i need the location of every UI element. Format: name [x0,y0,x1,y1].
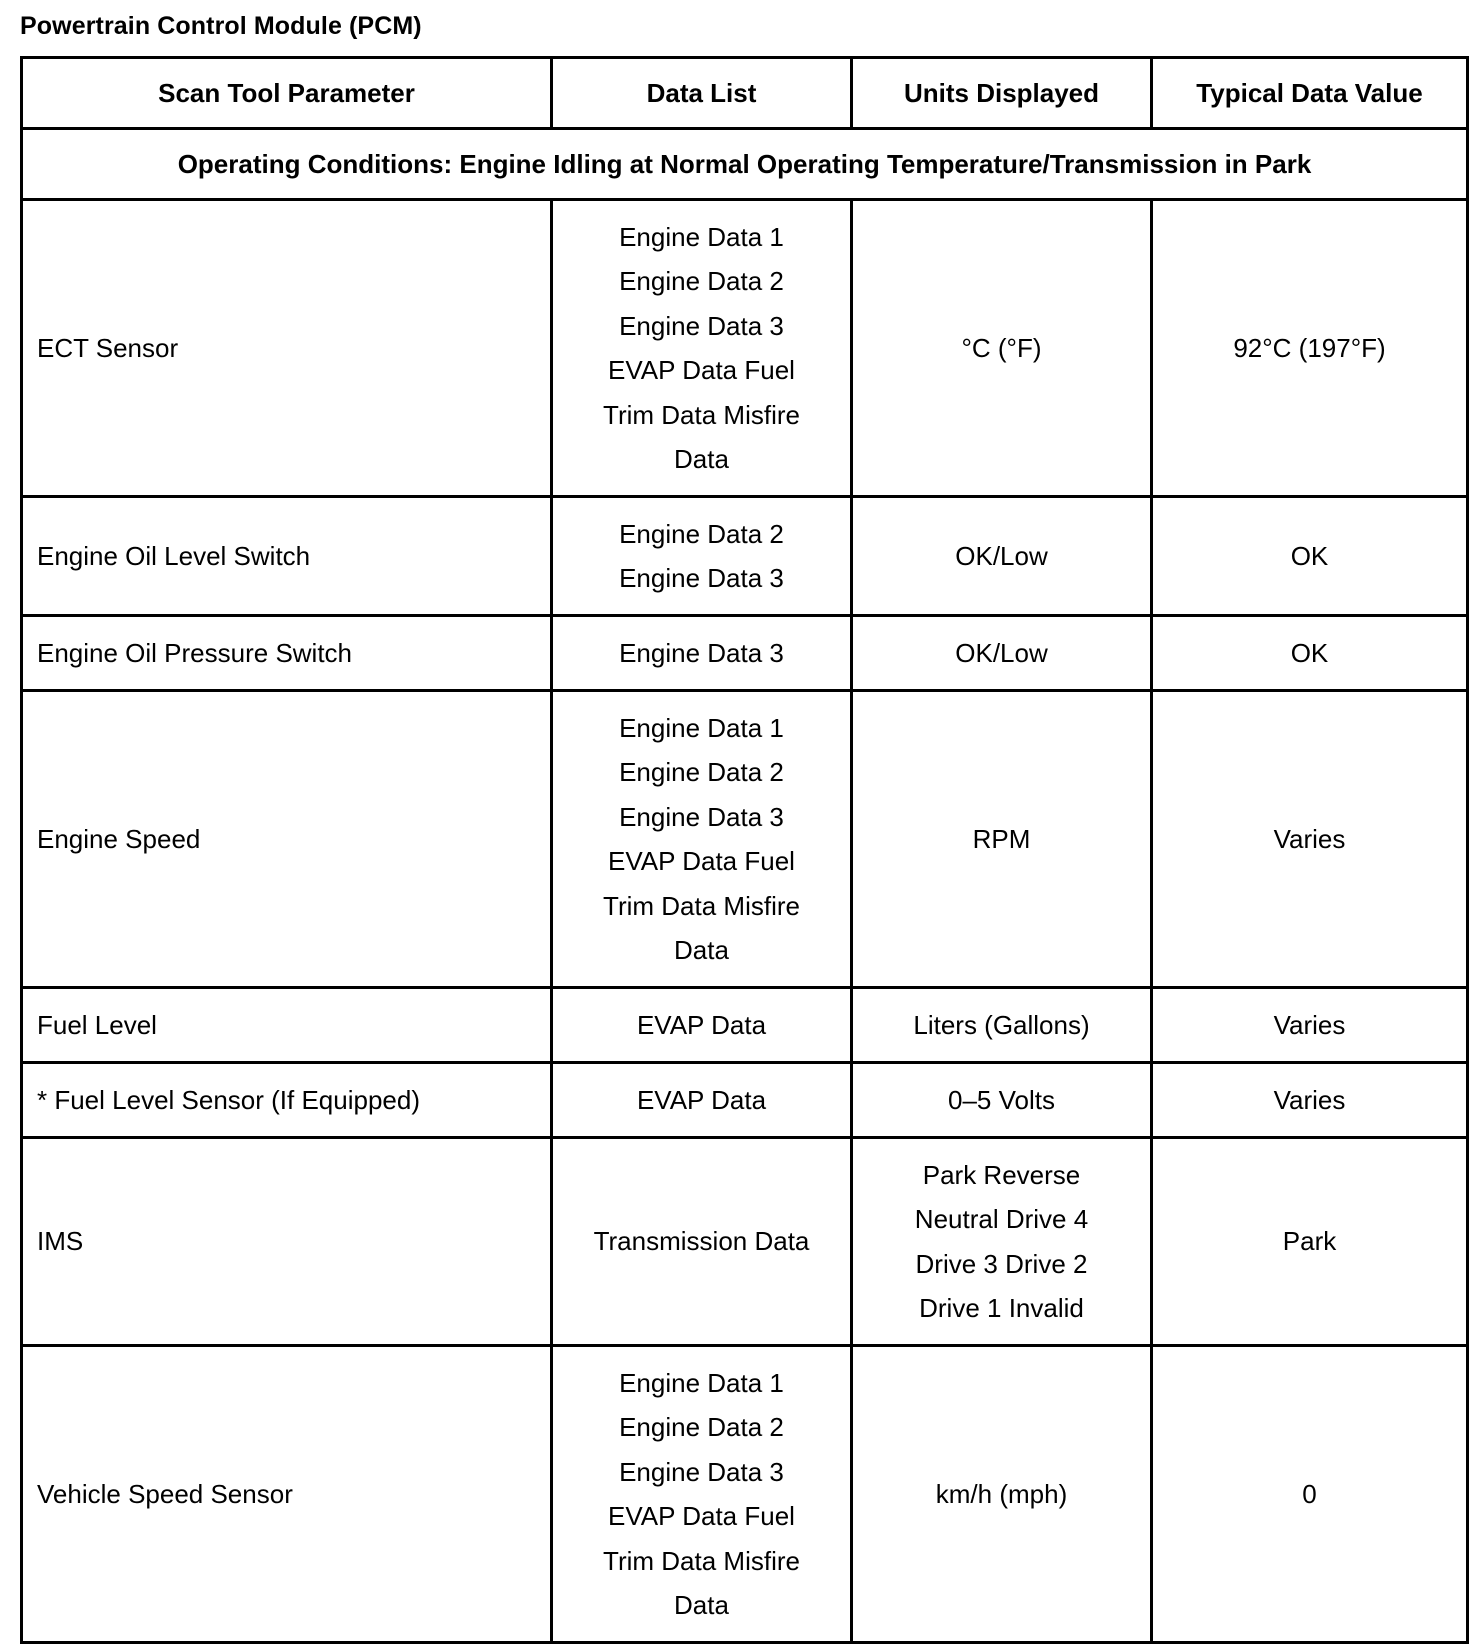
operating-conditions: Operating Conditions: Engine Idling at Normal Operating Temperature/Transmission in Park [22,129,1468,200]
table-row [22,616,1468,691]
typical-value-cell: 92°C (197°F) [1152,200,1468,497]
units-text: Park Reverse Neutral Drive 4 Drive 3 Drive 2 Drive 1 Invalid [914,1159,1089,1323]
units-cell: 0–5 Volts [852,1063,1152,1138]
units-cell: °C (°F) [852,200,1152,497]
parameter-cell: ECT Sensor [22,200,552,497]
units-cell: km/h (mph) [852,1346,1152,1643]
parameter-cell: Vehicle Speed Sensor [22,1346,552,1643]
typical-value-cell: Varies [1152,988,1468,1063]
data-list-cell [552,691,852,988]
data-list-text: Engine Data 2 Engine Data 3 [619,518,784,593]
data-list-text: Engine Data 1 Engine Data 2 Engine Data 3 EVAP Data Fuel Trim Data Misfire Data [603,221,800,474]
typical-value-cell: OK [1152,616,1468,691]
table-row [22,691,1468,988]
parameter-cell: Engine Oil Pressure Switch [22,616,552,691]
parameter-cell: Fuel Level [22,988,552,1063]
parameter-cell: Engine Speed [22,691,552,988]
data-list-cell [552,497,852,616]
data-list-cell [552,1346,852,1643]
units-cell: OK/Low [852,497,1152,616]
typical-value-cell: Varies [1152,691,1468,988]
data-list-text: Transmission Data [593,1226,810,1257]
data-list-cell [552,1138,852,1346]
table-row [22,1063,1468,1138]
table-header-row [22,58,1468,129]
units-cell: OK/Low [852,616,1152,691]
parameter-cell: Engine Oil Level Switch [22,497,552,616]
data-list-cell [552,988,852,1063]
table-row [22,1346,1468,1643]
pcm-data-table [20,56,1469,1644]
operating-conditions-row [22,129,1468,200]
data-list-cell [552,616,852,691]
parameter-cell: IMS [22,1138,552,1346]
units-cell [852,1138,1152,1346]
units-cell: Liters (Gallons) [852,988,1152,1063]
typical-value-cell: Park [1152,1138,1468,1346]
units-cell: RPM [852,691,1152,988]
table-row [22,1138,1468,1346]
typical-value-cell: OK [1152,497,1468,616]
parameter-cell: * Fuel Level Sensor (If Equipped) [22,1063,552,1138]
data-list-cell [552,200,852,497]
header-units-displayed: Units Displayed [852,58,1152,129]
typical-value-cell: Varies [1152,1063,1468,1138]
data-list-text: Engine Data 3 [619,637,784,668]
data-list-cell [552,1063,852,1138]
table-row [22,200,1468,497]
table-row [22,988,1468,1063]
document-title: Powertrain Control Module (PCM) [20,12,422,40]
table-row [22,497,1468,616]
data-list-text: EVAP Data [636,1009,767,1040]
data-list-text: EVAP Data [636,1084,767,1115]
typical-value-cell: 0 [1152,1346,1468,1643]
header-typical-data-value: Typical Data Value [1152,58,1468,129]
header-scan-tool-parameter: Scan Tool Parameter [22,58,552,129]
data-list-text: Engine Data 1 Engine Data 2 Engine Data 3 EVAP Data Fuel Trim Data Misfire Data [603,712,800,965]
header-data-list: Data List [552,58,852,129]
data-list-text: Engine Data 1 Engine Data 2 Engine Data 3 EVAP Data Fuel Trim Data Misfire Data [603,1367,800,1620]
